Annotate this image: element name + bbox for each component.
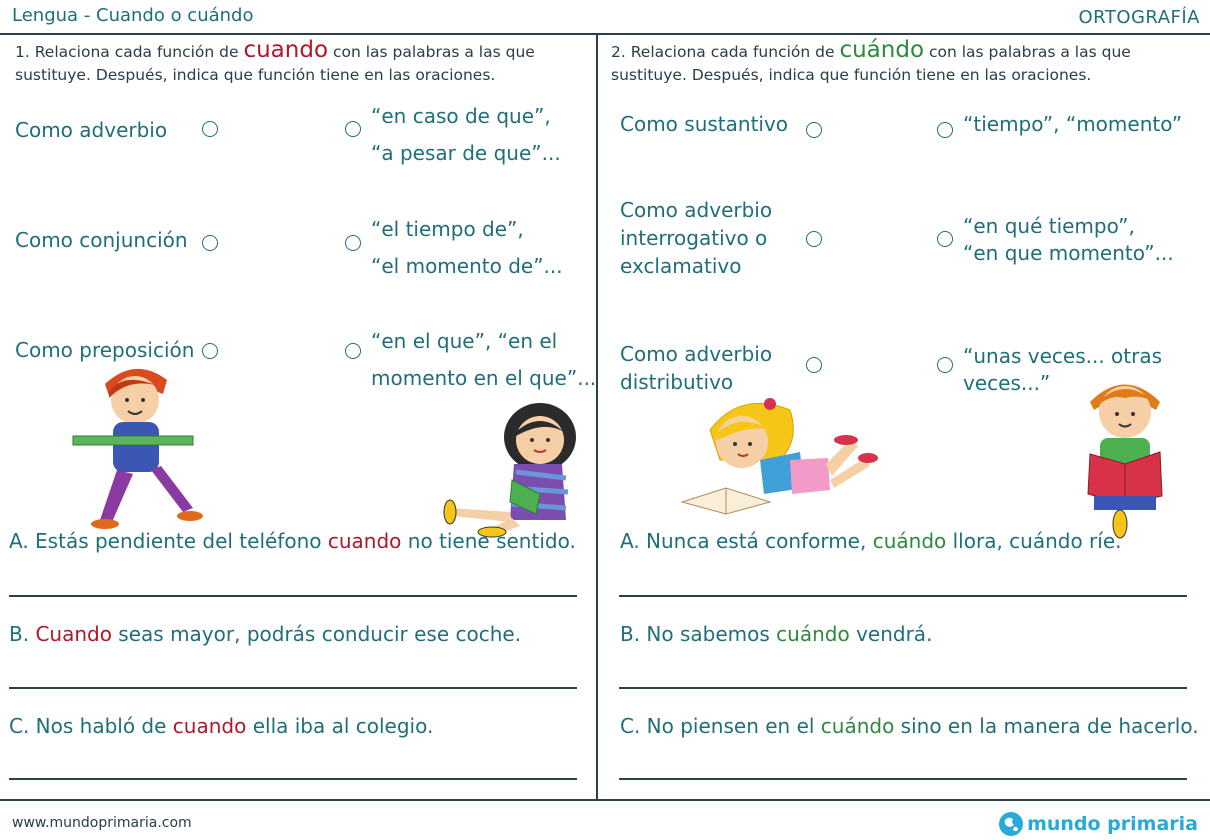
sentence-c: C. No piensen en el cuándo sino en la manera de hacerlo.: [620, 714, 1199, 738]
answer-line[interactable]: [619, 778, 1187, 780]
subject-label: ORTOGRAFÍA: [1078, 7, 1200, 28]
match-circle[interactable]: [202, 235, 218, 251]
match-circle[interactable]: [806, 231, 822, 247]
girl-reading-sitting: [440, 392, 600, 537]
match-circle[interactable]: [937, 357, 953, 373]
sentence-a: A. Estás pendiente del teléfono cuando no tiene sentido.: [9, 529, 576, 553]
function-option: Como adverbio: [15, 118, 168, 142]
sentence-b: B. Cuando seas mayor, podrás conducir ese coche.: [9, 622, 522, 646]
substitution-option: “en caso de que”, “a pesar de que”...: [371, 104, 561, 165]
sentence-a: A. Nunca está conforme, cuándo llora, cuándo ríe.: [620, 529, 1122, 553]
function-option: Como adverbio interrogativo o exclamativo: [620, 198, 773, 278]
sentence-b: B. No sabemos cuándo vendrá.: [620, 622, 933, 646]
substitution-option: “en el que”, “en el momento en el que”...: [371, 329, 597, 390]
brand-logo: [999, 812, 1198, 836]
function-option: Como conjunción: [15, 228, 188, 252]
brand-name: mundo primaria: [1027, 813, 1198, 835]
globe-icon: [999, 812, 1023, 836]
substitution-option: “tiempo”, “momento”: [963, 112, 1183, 136]
substitution-option: “en qué tiempo”, “en que momento”...: [963, 214, 1174, 265]
function-option: Como adverbio distributivo: [620, 342, 773, 394]
exercise-1-instructions: 1. Relaciona cada función de cuando con las palabras a las que sustituye. Después, indica que función tiene en las oraciones.: [15, 37, 535, 84]
match-circle[interactable]: [345, 343, 361, 359]
footer-divider: [0, 799, 1210, 801]
match-circle[interactable]: [345, 235, 361, 251]
match-circle[interactable]: [345, 121, 361, 137]
boy-with-ruler: [65, 362, 215, 532]
exercise-2-instructions: 2. Relaciona cada función de cuándo con las palabras a las que sustituye. Después, indica que función tiene en las oraciones.: [611, 37, 1131, 84]
match-circle[interactable]: [202, 121, 218, 137]
function-option: Como sustantivo: [620, 112, 789, 136]
answer-line[interactable]: [9, 778, 577, 780]
match-circle[interactable]: [202, 343, 218, 359]
girl-reading-lying: [680, 390, 880, 515]
sentence-c: C. Nos habló de cuando ella iba al colegio.: [9, 714, 434, 738]
match-circle[interactable]: [806, 122, 822, 138]
answer-line[interactable]: [9, 595, 577, 597]
answer-line[interactable]: [9, 687, 577, 689]
substitution-option: “el tiempo de”, “el momento de”...: [371, 217, 563, 278]
page-title: Lengua - Cuando o cuándo: [12, 5, 254, 26]
match-circle[interactable]: [937, 231, 953, 247]
answer-line[interactable]: [619, 687, 1187, 689]
answer-line[interactable]: [619, 595, 1187, 597]
function-option: Como preposición: [15, 338, 195, 362]
boy-reading-book: [1080, 372, 1170, 542]
match-circle[interactable]: [937, 122, 953, 138]
footer-url[interactable]: www.mundoprimaria.com: [12, 815, 192, 831]
substitution-option: “unas veces... otras veces...”: [963, 344, 1163, 395]
match-circle[interactable]: [806, 357, 822, 373]
header-divider: [0, 33, 1210, 35]
